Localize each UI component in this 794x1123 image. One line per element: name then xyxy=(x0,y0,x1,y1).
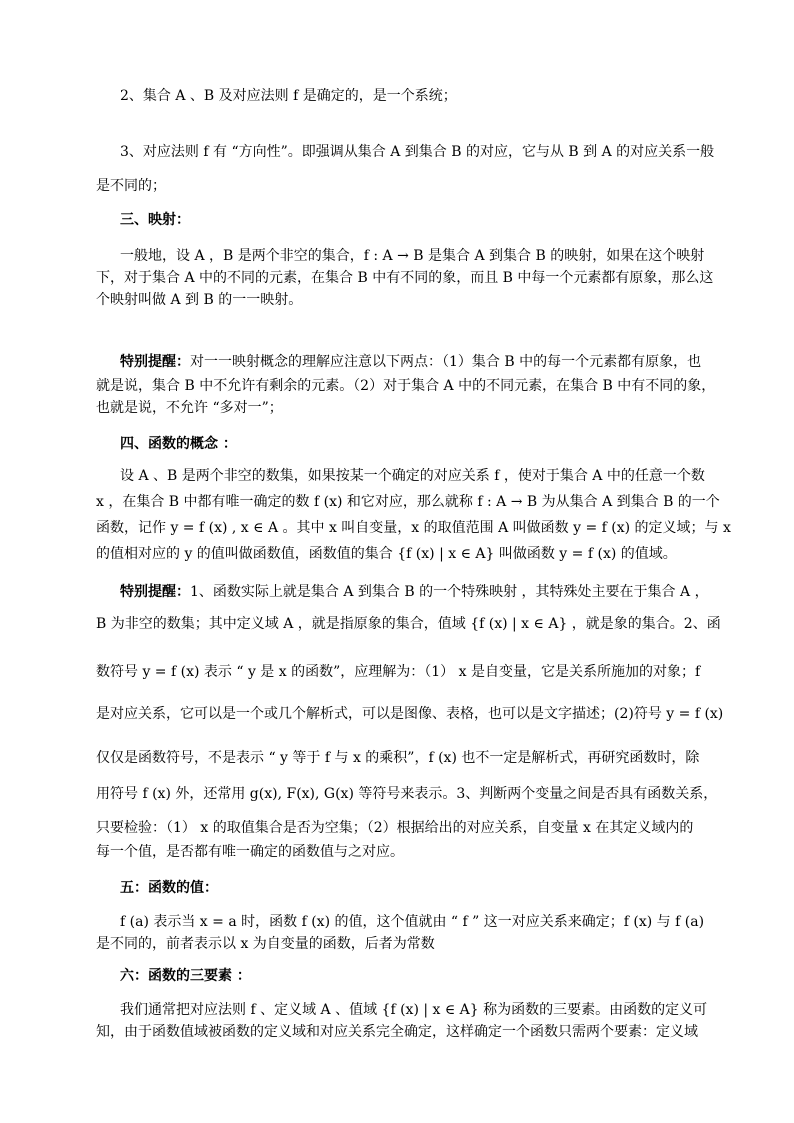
line-text: 三、映射： xyxy=(120,212,190,228)
paragraph-line xyxy=(120,142,714,162)
paragraph-line xyxy=(120,466,705,486)
paragraph-line xyxy=(96,376,715,396)
line-text: 数符号 y = f (x) 表示 “ y 是 x 的函数”，应理解为：（1） x 是自变量，它是关系所施加的对象；f xyxy=(96,664,701,680)
paragraph-line xyxy=(96,704,723,724)
line-text: 对一一映射概念的理解应注意以下两点：（1）集合 B 中的每一个元素都有原象，也 xyxy=(190,354,702,370)
line-text: 五：函数的值： xyxy=(120,880,218,896)
line-text: 用符号 f (x) 外，还常用 g(x), F(x), G(x) 等符号来表示。3、判断两个变量之间是否具有函数关系， xyxy=(96,786,718,802)
line-text: 我们通常把对应法则 f 、定义域 A 、值域 {f (x) | x ∈ A} 称为函数的三要素。由函数的定义可 xyxy=(120,1002,708,1018)
section-heading xyxy=(120,878,218,898)
line-text: f (a) 表示当 x = a 时，函数 f (x) 的值，这个值就由 “ f ” 这一对应关系来确定；f (x) 与 f (a) xyxy=(120,914,705,930)
emphasis-label: 特别提醒： xyxy=(120,354,190,370)
line-text: 是对应关系，它可以是一个或几个解析式，可以是图像、表格，也可以是文字描述；(2)符号 y = f (x) xyxy=(96,706,724,722)
paragraph-line xyxy=(120,912,704,932)
line-text: 的值相对应的 y 的值叫做函数值，函数值的集合 {f (x) | x ∈ A} 叫做函数 y = f (x) 的值域。 xyxy=(96,546,677,562)
paragraph-line xyxy=(96,290,302,310)
paragraph-line xyxy=(96,842,404,862)
paragraph-line xyxy=(120,1000,707,1020)
paragraph-line xyxy=(120,352,701,372)
section-heading xyxy=(120,210,190,230)
line-text: B 为非空的数集；其中定义域 A ，就是指原象的集合，值域 {f (x) | x ∈ A} ，就是象的集合。2、函 xyxy=(96,616,721,632)
paragraph-line xyxy=(96,818,693,838)
line-text: 是不同的，前者表示以 x 为自变量的函数，后者为常数 xyxy=(96,936,435,952)
paragraph-line xyxy=(120,246,704,266)
paragraph-line xyxy=(96,614,721,634)
line-text: 2、集合 A 、B 及对应法则 f 是确定的，是一个系统； xyxy=(120,88,457,104)
line-text: 3、对应法则 f 有 “方向性”。即强调从集合 A 到集合 B 的对应，它与从 B 到 A 的对应关系一般 xyxy=(120,144,715,160)
line-text: 是不同的； xyxy=(96,178,166,194)
line-text: 1、函数实际上就是集合 A 到集合 B 的一个特殊映射 ，其特殊处主要在于集合 A ， xyxy=(190,584,709,600)
section-heading xyxy=(120,966,251,986)
line-text: 一般地，设 A ，B 是两个非空的集合，f : A → B 是集合 A 到集合 B 的映射，如果在这个映射 xyxy=(120,248,705,264)
paragraph-line xyxy=(120,86,457,106)
line-text: 个映射叫做 A 到 B 的一一映射。 xyxy=(96,292,303,308)
paragraph-line xyxy=(96,398,283,418)
line-text: 设 A 、B 是两个非空的数集，如果按某一个确定的对应关系 f ，使对于集合 A 中的任意一个数 xyxy=(120,468,705,484)
section-heading xyxy=(120,434,237,454)
paragraph-line xyxy=(96,176,166,196)
paragraph-line xyxy=(96,1022,698,1042)
line-text: x ，在集合 B 中都有唯一确定的数 f (x) 和它对应，那么就称 f : A → B 为从集合 A 到集合 B 的一个 xyxy=(96,494,720,510)
line-text: 每一个值，是否都有唯一确定的函数值与之对应。 xyxy=(96,844,404,860)
line-text: 下，对于集合 A 中的不同的元素，在集合 B 中有不同的象，而且 B 中每一个元素都有原象，那么这 xyxy=(96,270,714,286)
paragraph-line xyxy=(96,492,720,512)
line-text: 函数，记作 y = f (x) , x ∈ A 。其中 x 叫自变量，x 的取值范围 A 叫做函数 y = f (x) 的定义域；与 x xyxy=(96,520,731,536)
line-text: 仅仅是函数符号，不是表示 “ y 等于 f 与 x 的乘积”，f (x) 也不一定是解析式，再研究函数时，除 xyxy=(96,750,700,766)
line-text: 也就是说，不允许 “多对一”； xyxy=(96,400,283,416)
line-text: 知，由于函数值域被函数的定义域和对应关系完全确定，这样确定一个函数只需两个要素：定义域 xyxy=(96,1024,698,1040)
paragraph-line xyxy=(96,662,700,682)
line-text: 六：函数的三要素 ： xyxy=(120,968,251,984)
line-text: 只要检验：（1） x 的取值集合是否为空集；（2）根据给出的对应关系，自变量 x 在其定义域内的 xyxy=(96,820,694,836)
paragraph-line xyxy=(96,934,435,954)
paragraph-line xyxy=(96,544,677,564)
line-text: 就是说，集合 B 中不允许有剩余的元素。（2）对于集合 A 中的不同元素，在集合 B 中有不同的象， xyxy=(96,378,716,394)
paragraph-line xyxy=(120,582,709,602)
paragraph-line xyxy=(96,748,699,768)
line-text: 四、函数的概念 ： xyxy=(120,436,237,452)
paragraph-line xyxy=(96,518,731,538)
paragraph-line xyxy=(96,784,717,804)
paragraph-line xyxy=(96,268,713,288)
emphasis-label: 特别提醒： xyxy=(120,584,190,600)
